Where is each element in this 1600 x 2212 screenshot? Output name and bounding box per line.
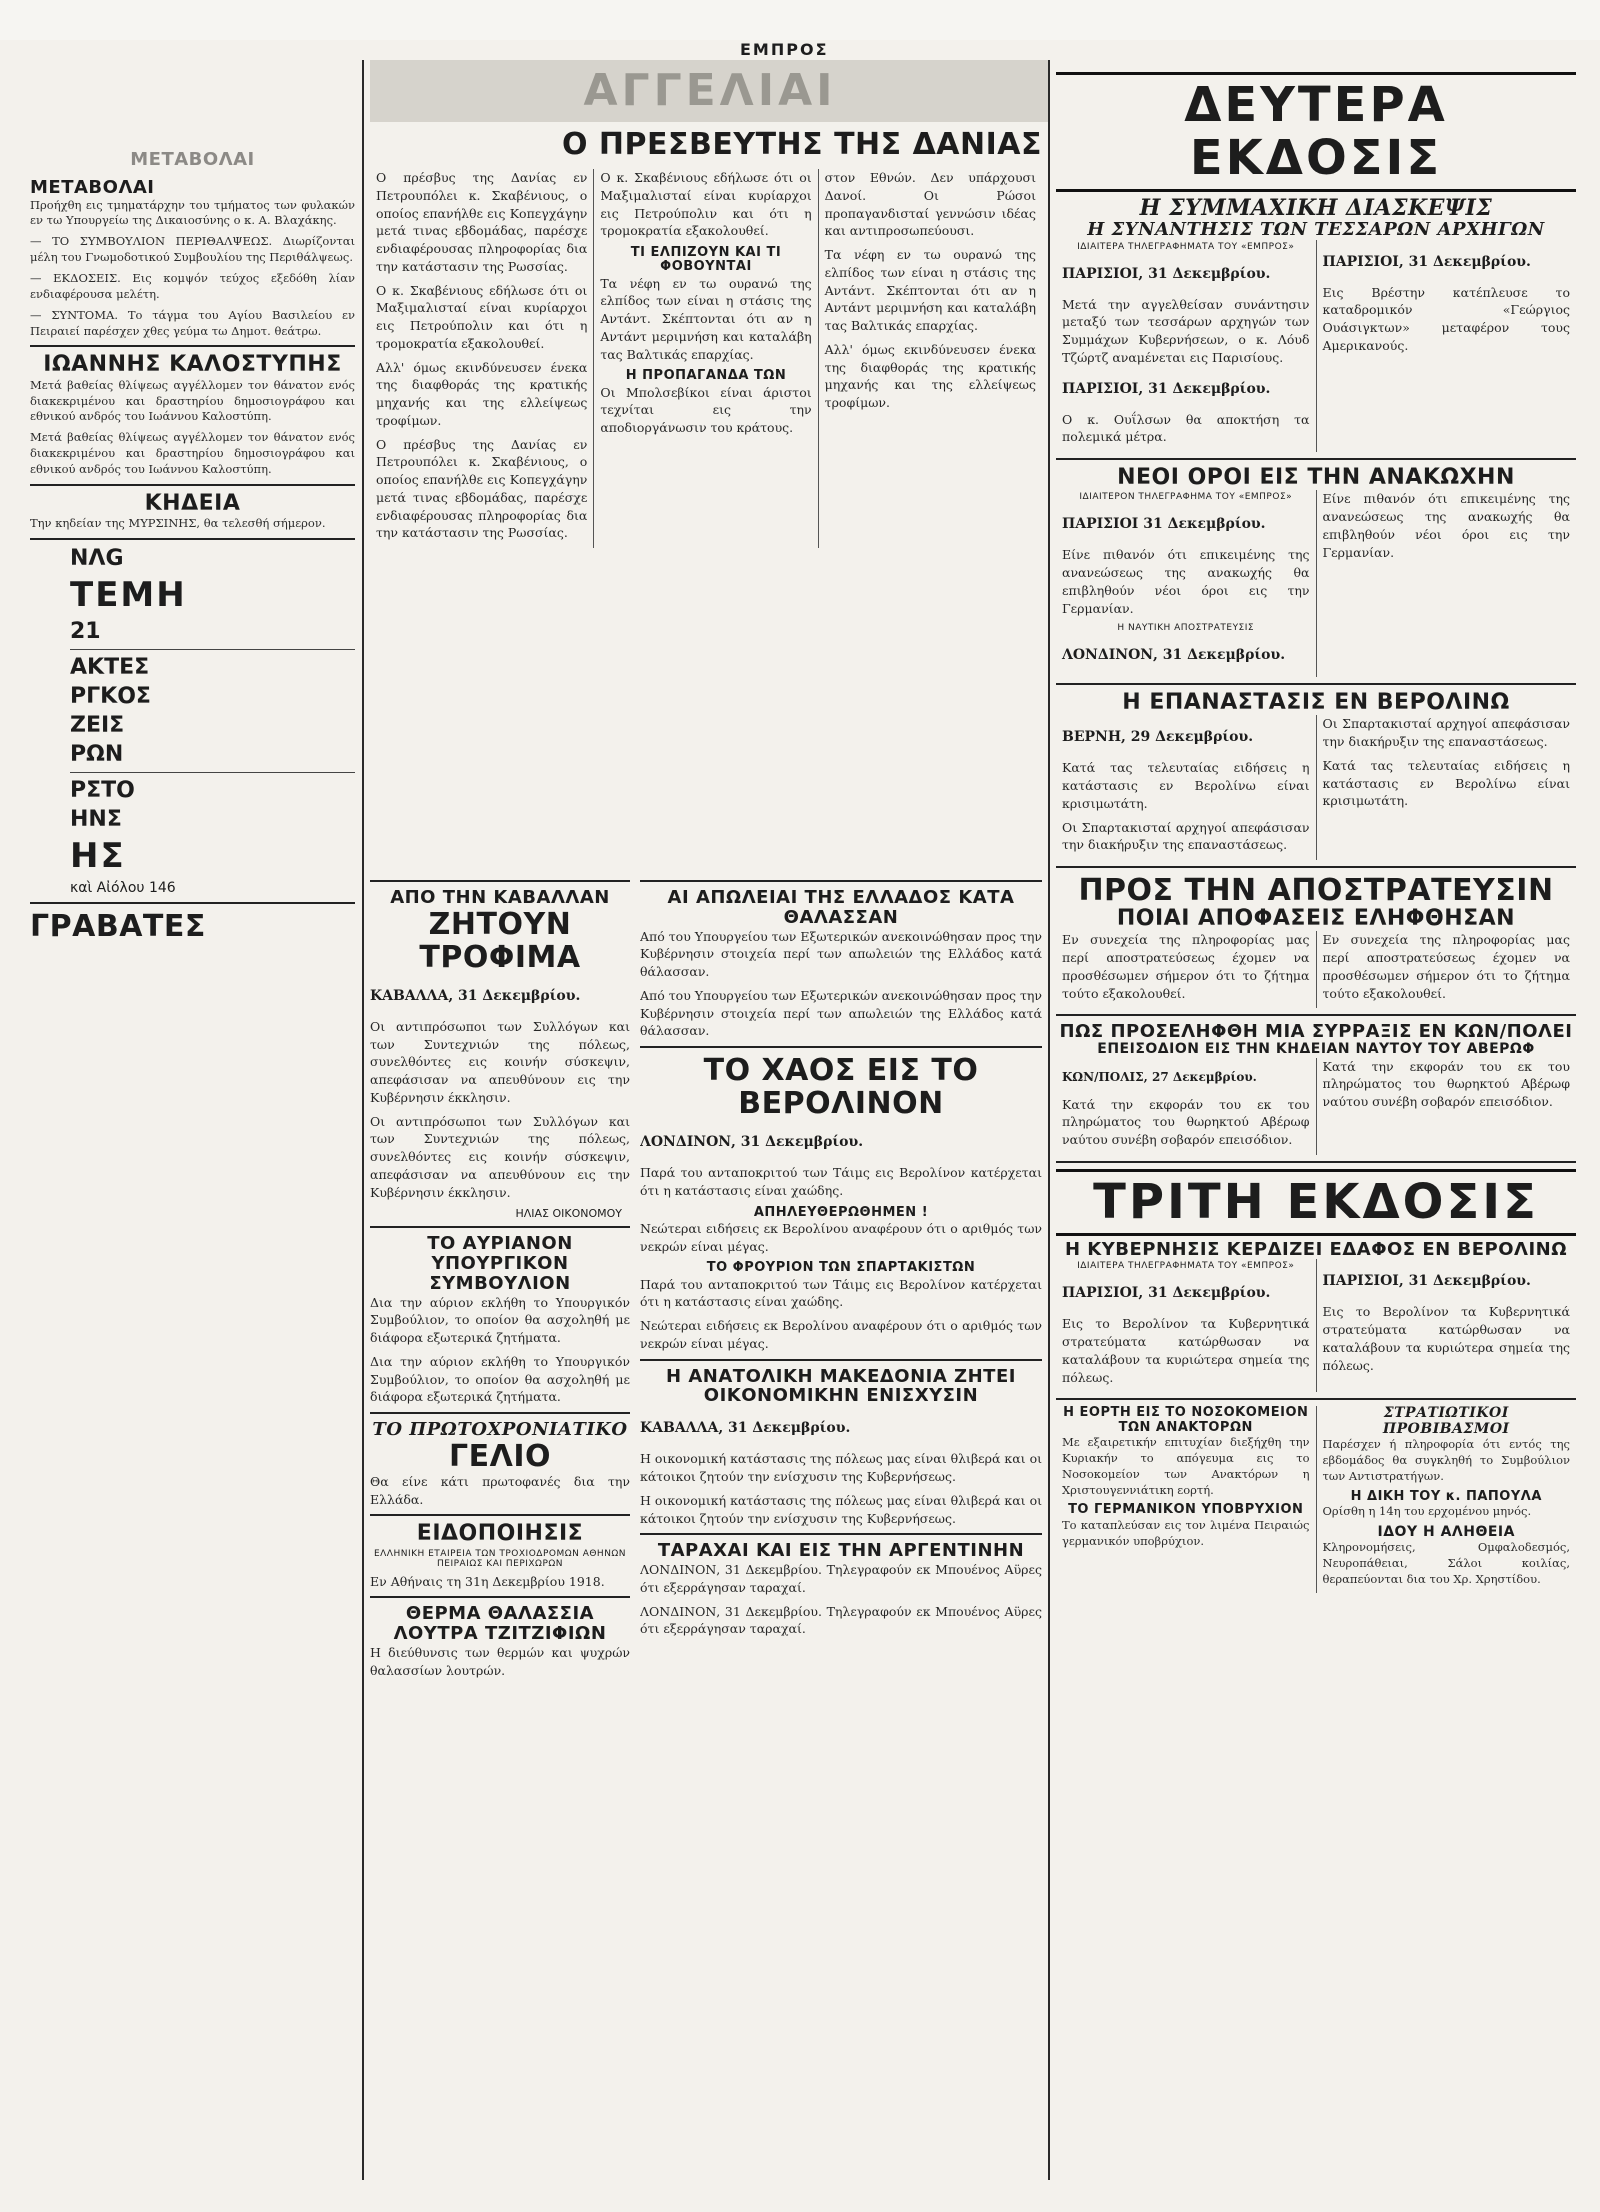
conference-text: Ο κ. Ουΐλσων θα αποκτήση τα πολεμικά μέτρα. bbox=[1062, 411, 1310, 445]
funeral-text: Την κηδείαν της ΜΥΡΣΙΝΗΣ, θα τελεσθή σήμερον. bbox=[30, 516, 326, 530]
macedonia-text: Η οικονομική κατάστασις της πόλεως μας είναι θλιβερά και οι κάτοικοι ζητούν την ενίσχυσιν της Κυβερνήσεως. bbox=[640, 1492, 1042, 1526]
ambassador-subhead: Η ΠΡΟΠΑΓΑΝΔΑ ΤΩΝ bbox=[625, 368, 787, 384]
chaos-headline: ΤΟ ΧΑΟΣ ΕΙΣ ΤΟ ΒΕΡΟΛΙΝΟΝ bbox=[703, 1053, 979, 1122]
column-rule bbox=[362, 60, 364, 2180]
obituary-text: Μετά βαθείας θλίψεως αγγέλλομεν τον θάνατον ενός διακεκριμένου και δραστηρίου δημοσιογράφου και εθνικού ανδρός του Ιωάννου Καλοστύπη. bbox=[30, 430, 355, 476]
kavala-dateline: ΚΑΒΑΛΛΑ, 31 Δεκεμβρίου. bbox=[370, 987, 581, 1004]
conference-subheadline: Η ΣΥΝΑΝΤΗΣΙΣ ΤΩΝ ΤΕΣΣΑΡΩΝ ΑΡΧΗΓΩΝ bbox=[1087, 218, 1545, 240]
telegram-label: ΙΔΙΑΙΤΕΡΑ ΤΗΛΕΓΡΑΦΗΜΑΤΑ ΤΟΥ «ΕΜΠΡΟΣ» bbox=[1077, 1261, 1295, 1272]
hospital-text: Με εξαιρετικήν επιτυχίαν διεξήχθη την Κυριακήν το απόγευμα εις το Νοσοκομείον των Ανακτόρων η Χριστουγεννιάτικη εορτή. bbox=[1062, 1435, 1310, 1497]
macedonia-dateline: ΚΑΒΑΛΛΑ, 31 Δεκεμβρίου. bbox=[640, 1420, 851, 1437]
armistice-text: Είνε πιθανόν ότι επικειμένης της ανανεώσεως της ανακωχής θα επιβληθούν νέοι όροι εις την Γερμανίαν. bbox=[1062, 547, 1310, 616]
baths-headline: ΘΕΡΜΑ ΘΑΛΑΣΣΙΑ ΛΟΥΤΡΑ ΤΖΙΤΖΙΦΙΩΝ bbox=[393, 1603, 607, 1645]
ad-fragment: 21 bbox=[70, 618, 101, 644]
kavala-text: Οι αντιπρόσωποι των Συλλόγων και των Συντεχνιών της πόλεως, συνελθόντες εις κοινήν σύσκεψιν, απεφάσισαν να απευθύνουν εις την Κυβέρνησιν έκκλησιν. bbox=[370, 1018, 630, 1105]
ambassador-text: Αλλ' όμως εκινδύνευσεν ένεκα της διαφθοράς της κρατικής μηχανής και της ελλείψεως τροφίμων. bbox=[824, 341, 1036, 410]
chaos-subhead: ΤΟ ΦΡΟΥΡΙΟΝ ΤΩΝ ΣΠΑΡΤΑΚΙΣΤΩΝ bbox=[706, 1260, 976, 1276]
berlin-gov-text: Εις το Βερολίνον τα Κυβερνητικά στρατεύματα κατώρθωσαν να καταλάβουν τα κυριώτερα σημεία της πόλεως. bbox=[1062, 1316, 1310, 1385]
ambassador-article bbox=[370, 169, 1042, 548]
ad-fragment: ΑΚΤΕΣ bbox=[70, 654, 150, 680]
second-edition-headline: ΔΕΥΤΕΡΑ ΕΚΔΟΣΙΣ bbox=[1056, 72, 1576, 192]
revolution-text: Οι Σπαρτακισταί αρχηγοί απεφάσισαν την διακήρυξιν της επαναστάσεως. bbox=[1062, 819, 1310, 853]
losses-headline: ΑΙ ΑΠΩΛΕΙΑΙ ΤΗΣ ΕΛΛΑΔΟΣ ΚΑΤΑ ΘΑΛΑΣΣΑΝ bbox=[667, 887, 1015, 928]
right-column bbox=[1056, 72, 1576, 2202]
clash-subheadline: ΕΠΕΙΣΟΔΙΟΝ ΕΙΣ ΤΗΝ ΚΗΔΕΙΑΝ ΝΑΥΤΟΥ ΤΟΥ ΑΒΕΡΩΦ bbox=[1097, 1041, 1535, 1058]
notice-text: Εν Αθήναις τη 31η Δεκεμβρίου 1918. bbox=[370, 1573, 605, 1589]
demobilization-text: Εν συνεχεία της πληροφορίας μας περί αποστρατεύσεως έχομεν να προσθέσωμεν σήμερον ότι το ζήτημα τούτο εξακολουθεί. bbox=[1062, 932, 1310, 1001]
ad-fragment: ΝΛG bbox=[70, 545, 124, 571]
truth-text: Κληρονομήσεις, Ομφαλοδεσμός, Νευροπάθειαι, Σάλοι κοιλίας, θεραπεύονται δια του Χρ. Χρηστίδου. bbox=[1322, 1540, 1570, 1587]
ambassador-text: Τα νέφη εν τω ουρανώ της ελπίδος των είναι η στάσις της Αντάντ. Σκέπτονται ότι αν η Αντάντ μεριμνήση και καταλάβη τας Βαλτικάς επαρχίας. bbox=[824, 247, 1036, 333]
funeral-headline: ΚΗΔΕΙΑ bbox=[144, 490, 241, 516]
revolution-article bbox=[1056, 715, 1576, 860]
conference-text: Εις Βρέστην κατέπλευσε το καταδρομικόν «Γεώργιος Ουάσιγκτων» μεταφέρον τους Αμερικανούς. bbox=[1322, 284, 1570, 353]
baths-text: Η διεύθυνσις των θερμών και ψυχρών θαλασσίων λουτρών. bbox=[370, 1645, 630, 1678]
ad-footer: καὶ Αἰόλου 146 bbox=[70, 879, 176, 896]
trial-text: Ορίσθη η 14η του ερχομένου μηνός. bbox=[1322, 1504, 1532, 1519]
masthead-top-label: ΕΜΠΡΟΣ bbox=[740, 40, 829, 59]
hospital-headline: Η ΕΟΡΤΗ ΕΙΣ ΤΟ ΝΟΣΟΚΟΜΕΙΟΝ ΤΩΝ ΑΝΑΚΤΟΡΩΝ bbox=[1063, 1405, 1309, 1435]
clash-headline: ΠΩΣ ΠΡΟΣΕΛΗΦΘΗ ΜΙΑ ΣΥΡΡΑΞΙΣ ΕΝ ΚΩΝ/ΠΟΛΕΙ bbox=[1059, 1021, 1573, 1043]
col1-faded-head: ΜΕΤΑΒΟΛΑΙ bbox=[130, 149, 255, 170]
conference-dateline: ΠΑΡΙΣΙΟΙ, 31 Δεκεμβρίου. bbox=[1062, 265, 1271, 282]
submarine-text: Το καταπλεύσαν εις τον λιμένα Πειραιώς γερμανικόν υποβρύχιον. bbox=[1062, 1517, 1310, 1548]
ad-fragment: ΖΕΙΣ bbox=[70, 712, 125, 738]
argentina-headline: ΤΑΡΑΧΑΙ ΚΑΙ ΕΙΣ ΤΗΝ ΑΡΓΕΝΤΙΝΗΝ bbox=[657, 1540, 1025, 1562]
losses-text: Από του Υπουργείου των Εξωτερικών ανεκοινώθησαν προς την Κυβέρνησιν στοιχεία περί των απωλειών της Ελλάδος κατά θάλασσαν. bbox=[640, 928, 1042, 980]
ad-fragment: ΡΣΤΟ bbox=[70, 777, 135, 803]
newyear-headline-main: ΓΕΛΙΟ bbox=[449, 1438, 551, 1474]
chaos-text: Νεώτεραι ειδήσεις εκ Βερολίνου αναφέρουν ότι ο αριθμός των νεκρών είναι μέγας. bbox=[640, 1318, 1042, 1351]
kavala-column bbox=[370, 880, 630, 2202]
armistice-dateline: ΠΑΡΙΣΙΟΙ 31 Δεκεμβρίου. bbox=[1062, 516, 1266, 533]
chaos-text: Νεώτεραι ειδήσεις εκ Βερολίνου αναφέρουν ότι ο αριθμός των νεκρών είναι μέγας. bbox=[640, 1220, 1042, 1254]
demobilization-subheadline: ΠΟΙΑΙ ΑΠΟΦΑΣΕΙΣ ΕΛΗΦΘΗΣΑΝ bbox=[1116, 906, 1516, 932]
berlin-gov-article bbox=[1056, 1259, 1576, 1392]
col1-item: Προήχθη εις τμηματάρχην του τμήματος των φυλακών εν τω Υπουργείω της Δικαιοσύνης ο κ. Α. Βλαχάκης. bbox=[30, 197, 355, 228]
ad-fragment: ΡΓΚΟΣ bbox=[70, 683, 151, 709]
ambassador-text: Οι Μπολσεβίκοι είναι άριστοι τεχνίται εις την αποδιοργάνωσιν του κράτους. bbox=[600, 384, 812, 436]
ad-fragment: ΗΣ bbox=[70, 835, 126, 876]
promotions-headline: ΣΤΡΑΤΙΩΤΙΚΟΙ ΠΡΟΒΙΒΑΣΜΟΙ bbox=[1382, 1405, 1510, 1437]
bottom-right-articles bbox=[1056, 1406, 1576, 1592]
telegram-label: ΙΔΙΑΙΤΕΡΟΝ ΤΗΛΕΓΡΑΦΗΜΑ ΤΟΥ «ΕΜΠΡΟΣ» bbox=[1079, 492, 1293, 503]
demobilization-headline: ΠΡΟΣ ΤΗΝ ΑΠΟΣΤΡΑΤΕΥΣΙΝ bbox=[1078, 873, 1554, 909]
truth-headline: ΙΔΟΥ Η ΑΛΗΘΕΙΑ bbox=[1377, 1523, 1515, 1540]
armistice-headline: ΝΕΟΙ ΟΡΟΙ ΕΙΣ ΤΗΝ ΑΝΑΚΩΧΗΝ bbox=[1117, 465, 1515, 491]
kavala-headline: ΑΠΟ ΤΗΝ ΚΑΒΑΛΛΑΝ bbox=[390, 887, 610, 908]
col1-item: — ΣΥΝΤΟΜΑ. Το τάγμα του Αγίου Βασιλείου εν Πειραιεί παρέσχεν χθες γεύμα τω Δημοτ. θεάτρω. bbox=[30, 307, 355, 338]
obituary-text: Μετά βαθείας θλίψεως αγγέλλομεν τον θάνατον ενός διακεκριμένου και δραστηρίου δημοσιογράφου και εθνικού ανδρός του Ιωάννου Καλοστύπη. bbox=[30, 377, 355, 424]
ambassador-text: Τα νέφη εν τω ουρανώ της ελπίδος των είναι η στάσις της Αντάντ. Σκέπτονται ότι αν η Αντάντ μεριμνήση και καταλάβη τας Βαλτικάς επαρχίας. bbox=[600, 275, 812, 362]
masthead-title: ΑΓΓΕΛΙΑΙ bbox=[583, 65, 837, 116]
notice-company: ΕΛΛΗΝΙΚΗ ΕΤΑΙΡΕΙΑ ΤΩΝ ΤΡΟΧΙΟΔΡΟΜΩΝ ΑΘΗΝΩΝ ΠΕΙΡΑΙΩΣ ΚΑΙ ΠΕΡΙΧΩΡΩΝ bbox=[373, 1548, 627, 1569]
armistice-article bbox=[1056, 490, 1576, 677]
clash-text: Κατά την εκφοράν του εκ του πληρώματος του θωρηκτού Αβέρωφ ναύτου συνέβη σοβαρόν επεισόδιον. bbox=[1062, 1096, 1310, 1148]
third-edition-headline: ΤΡΙΤΗ ΕΚΔΟΣΙΣ bbox=[1056, 1169, 1576, 1236]
left-column bbox=[30, 60, 355, 2200]
kavala-text: Οι αντιπρόσωποι των Συλλόγων και των Συντεχνιών της πόλεως, συνελθόντες εις κοινήν σύσκεψιν, απεφάσισαν να απευθύνουν εις την Κυβέρνησιν έκκλησιν. bbox=[370, 1113, 630, 1200]
armistice-subhead: Η ΝΑΥΤΙΚΗ ΑΠΟΣΤΡΑΤΕΥΣΙΣ bbox=[1117, 623, 1255, 634]
column-rule bbox=[1048, 60, 1050, 2180]
ambassador-text: Ο πρέσβυς της Δανίας εν Πετρουπόλει κ. Σκαβένιους, ο οποίος επανήλθε εις Κοπεγχάγην μετά τινας εβδομάδας, παρέσχε ενδιαφέρουσας πληροφορίας δια την κατάστασιν της Ρωσσίας. bbox=[376, 436, 588, 541]
masthead-faded bbox=[370, 60, 1050, 122]
telegram-label: ΙΔΙΑΙΤΕΡΑ ΤΗΛΕΓΡΑΦΗΜΑΤΑ ΤΟΥ «ΕΜΠΡΟΣ» bbox=[1077, 241, 1295, 252]
ad-fragment: ΗΝΣ bbox=[70, 806, 122, 832]
ambassador-headline: Ο ΠΡΕΣΒΕΥΤΗΣ ΤΗΣ ΔΑΝΙΑΣ bbox=[561, 128, 1042, 162]
ad-fragment: ΡΩΝ bbox=[70, 741, 124, 767]
conference-dateline: ΠΑΡΙΣΙΟΙ, 31 Δεκεμβρίου. bbox=[1322, 253, 1531, 270]
promotions-text: Παρέσχεν ή πληροφορία ότι εντός της εβδομάδος θα συγκληθή το Συμβούλιον των Αντιστρατήγων. bbox=[1322, 1437, 1570, 1483]
trial-headline: Η ΔΙΚΗ ΤΟΥ κ. ΠΑΠΟΥΛΑ bbox=[1350, 1488, 1542, 1504]
ambassador-text: Ο κ. Σκαβένιους εδήλωσε ότι οι Μαξιμαλισταί είναι κυρίαρχοι εις Πετρούπολιν και ότι η τρομοκρατία εξακολουθεί. bbox=[376, 282, 588, 351]
ambassador-text: Ο πρέσβυς της Δανίας εν Πετρουπόλει κ. Σκαβένιους, ο οποίος επανήλθε εις Κοπεγχάγην μετά τινας εβδομάδας, παρέσχε ενδιαφέρουσας πληροφορίας δια την κατάστασιν της Ρωσσίας. bbox=[376, 170, 588, 274]
cabinet-text: Δια την αύριον εκλήθη το Υπουργικόν Συμβούλιον, το οποίον θα ασχοληθή με διάφορα εξωτερικά ζητήματα. bbox=[370, 1353, 630, 1405]
macedonia-text: Η οικονομική κατάστασις της πόλεως μας είναι θλιβερά και οι κάτοικοι ζητούν την ενίσχυσιν της Κυβερνήσεως. bbox=[640, 1451, 1042, 1485]
revolution-headline: Η ΕΠΑΝΑΣΤΑΣΙΣ ΕΝ ΒΕΡΟΛΙΝΩ bbox=[1122, 690, 1510, 716]
chaos-text: Παρά του ανταποκριτού των Τάιμς εις Βερολίνον κατέρχεται ότι η κατάστασις είναι χαώδης. bbox=[640, 1165, 1042, 1198]
col1-head: ΜΕΤΑΒΟΛΑΙ bbox=[30, 176, 155, 198]
ambassador-text: Ο κ. Σκαβένιους εδήλωσε ότι οι Μαξιμαλισταί είναι κυρίαρχοι εις Πετρούπολιν και ότι η τρομοκρατία εξακολουθεί. bbox=[600, 170, 812, 239]
chaos-subhead: ΑΠΗΛΕΥΘΕΡΩΘΗΜΕΝ ! bbox=[753, 1204, 929, 1220]
clash-dateline: ΚΩΝ/ΠΟΛΙΣ, 27 Δεκεμβρίου. bbox=[1062, 1069, 1257, 1084]
cabinet-text: Δια την αύριον εκλήθη το Υπουργικόν Συμβούλιον, το οποίον θα ασχοληθή με διάφορα εξωτερικά ζητήματα. bbox=[370, 1294, 630, 1346]
argentina-text: ΛΟΝΔΙΝΟΝ, 31 Δεκεμβρίου. Τηλεγραφούν εκ Μπουένος Αϋρες ότι εξερράγησαν ταραχαί. bbox=[640, 1603, 1042, 1637]
losses-text: Από του Υπουργείου των Εξωτερικών ανεκοινώθησαν προς την Κυβέρνησιν στοιχεία περί των απωλειών της Ελλάδος κατά θάλασσαν. bbox=[640, 987, 1042, 1039]
demobilization-article bbox=[1056, 931, 1576, 1008]
berlin-gov-dateline: ΠΑΡΙΣΙΟΙ, 31 Δεκεμβρίου. bbox=[1062, 1285, 1271, 1302]
argentina-text: ΛΟΝΔΙΝΟΝ, 31 Δεκεμβρίου. Τηλεγραφούν εκ Μπουένος Αϋρες ότι εξερράγησαν ταραχαί. bbox=[640, 1562, 1042, 1595]
submarine-headline: ΤΟ ΓΕΡΜΑΝΙΚΟΝ ΥΠΟΒΡΥΧΙΟΝ bbox=[1068, 1502, 1304, 1518]
newyear-text: Θα είνε κάτι πρωτοφανές δια την Ελλάδα. bbox=[370, 1473, 630, 1507]
macedonia-headline: Η ΑΝΑΤΟΛΙΚΗ ΜΑΚΕΔΟΝΙΑ ΖΗΤΕΙ ΟΙΚΟΝΟΜΙΚΗΝ ΕΝΙΣΧΥΣΙΝ bbox=[666, 1365, 1016, 1407]
col1-item: — ΤΟ ΣΥΜΒΟΥΛΙΟΝ ΠΕΡΙΘΑΛΨΕΩΣ. Διωρίζονται μέλη του Γνωμοδοτικού Συμβουλίου της Περιθάλψεως. bbox=[30, 234, 355, 265]
obituary-headline: ΙΩΑΝΝΗΣ ΚΑΛΟΣΤΥΠΗΣ bbox=[43, 352, 342, 378]
clash-article bbox=[1056, 1058, 1576, 1155]
kavala-byline: ΗΛΙΑΣ ΟΙΚΟΝΟΜΟΥ bbox=[515, 1207, 622, 1221]
ambassador-subhead: ΤΙ ΕΛΠΙΖΟΥΝ ΚΑΙ ΤΙ ΦΟΒΟΥΝΤΑΙ bbox=[630, 245, 782, 275]
col1-item: — ΕΚΔΟΣΕΙΣ. Εις κομψόν τεύχος εξεδόθη λίαν ενδιαφέρουσα μελέτη. bbox=[30, 271, 355, 301]
revolution-text: Οι Σπαρτακισταί αρχηγοί απεφάσισαν την διακήρυξιν της επαναστάσεως. bbox=[1322, 716, 1570, 750]
conference-article bbox=[1056, 240, 1576, 453]
newyear-headline: ΤΟ ΠΡΩΤΟΧΡΟΝΙΑΤΙΚΟ bbox=[372, 1419, 628, 1441]
conference-dateline: ΠΑΡΙΣΙΟΙ, 31 Δεκεμβρίου. bbox=[1062, 380, 1271, 397]
middle-top-column bbox=[370, 128, 1042, 868]
losses-column bbox=[640, 880, 1042, 2202]
revolution-dateline: ΒΕΡΝΗ, 29 Δεκεμβρίου. bbox=[1062, 729, 1254, 746]
kavala-headline-main: ΖΗΤΟΥΝ ΤΡΟΦΙΜΑ bbox=[419, 906, 581, 975]
revolution-text: Κατά τας τελευταίας ειδήσεις η κατάστασις εν Βερολίνω είναι κρισιμωτάτη. bbox=[1062, 760, 1310, 811]
chaos-text: Παρά του ανταποκριτού των Τάιμς εις Βερολίνον κατέρχεται ότι η κατάστασις είναι χαώδης. bbox=[640, 1276, 1042, 1310]
armistice-dateline: ΛΟΝΔΙΝΟΝ, 31 Δεκεμβρίου. bbox=[1062, 647, 1286, 664]
revolution-text: Κατά τας τελευταίας ειδήσεις η κατάστασις εν Βερολίνω είναι κρισιμωτάτη. bbox=[1322, 757, 1570, 809]
berlin-gov-text: Εις το Βερολίνον τα Κυβερνητικά στρατεύματα κατώρθωσαν να καταλάβουν τα κυριώτερα σημεία της πόλεως. bbox=[1322, 1304, 1570, 1373]
notice-headline: ΕΙΔΟΠΟΙΗΣΙΣ bbox=[416, 1521, 584, 1547]
ambassador-text: στον Εθνών. Δεν υπάρχουσι Δανοί. Οι Ρώσοι προπαγανδισταί γεννώσιν ιδέας και αντιπροσωπεύουσι. bbox=[824, 170, 1036, 239]
berlin-gov-headline: Η ΚΥΒΕΡΝΗΣΙΣ ΚΕΡΔΙΖΕΙ ΕΔΑΦΟΣ ΕΝ ΒΕΡΟΛΙΝΩ bbox=[1064, 1238, 1568, 1260]
top-margin bbox=[0, 0, 1600, 40]
clash-text: Κατά την εκφοράν του εκ του πληρώματος του θωρηκτού Αβέρωφ ναύτου συνέβη σοβαρόν επεισόδιον. bbox=[1322, 1058, 1570, 1110]
ad-bottom: ΓΡΑΒΑΤΕΣ bbox=[30, 908, 206, 944]
conference-headline: Η ΣΥΜΜΑΧΙΚΗ ΔΙΑΣΚΕΨΙΣ bbox=[1139, 194, 1493, 221]
armistice-text: Είνε πιθανόν ότι επικειμένης της ανανεώσεως της ανακωχής θα επιβληθούν νέοι όροι εις την Γερμανίαν. bbox=[1322, 491, 1570, 560]
classified-ads bbox=[30, 546, 355, 896]
ad-fragment: ΤΕΜΗ bbox=[70, 574, 187, 615]
chaos-dateline: ΛΟΝΔΙΝΟΝ, 31 Δεκεμβρίου. bbox=[640, 1134, 864, 1151]
demobilization-text: Εν συνεχεία της πληροφορίας μας περί αποστρατεύσεως έχομεν να προσθέσωμεν σήμερον ότι το ζήτημα τούτο εξακολουθεί. bbox=[1322, 932, 1570, 1001]
cabinet-headline: ΤΟ ΑΥΡΙΑΝΟΝ ΥΠΟΥΡΓΙΚΟΝ ΣΥΜΒΟΥΛΙΟΝ bbox=[427, 1233, 573, 1294]
berlin-gov-dateline: ΠΑΡΙΣΙΟΙ, 31 Δεκεμβρίου. bbox=[1322, 1273, 1531, 1290]
conference-text: Μετά την αγγελθείσαν συνάντησιν μεταξύ των τεσσάρων αρχηγών των Συμμάχων Κυβερνήσεων, ο κ. Λόυδ Τζώρτζ αναμένεται εις Παρισίους. bbox=[1062, 296, 1310, 365]
ambassador-text: Αλλ' όμως εκινδύνευσεν ένεκα της διαφθοράς της κρατικής μηχανής και της ελλείψεως τροφίμων. bbox=[376, 359, 588, 428]
